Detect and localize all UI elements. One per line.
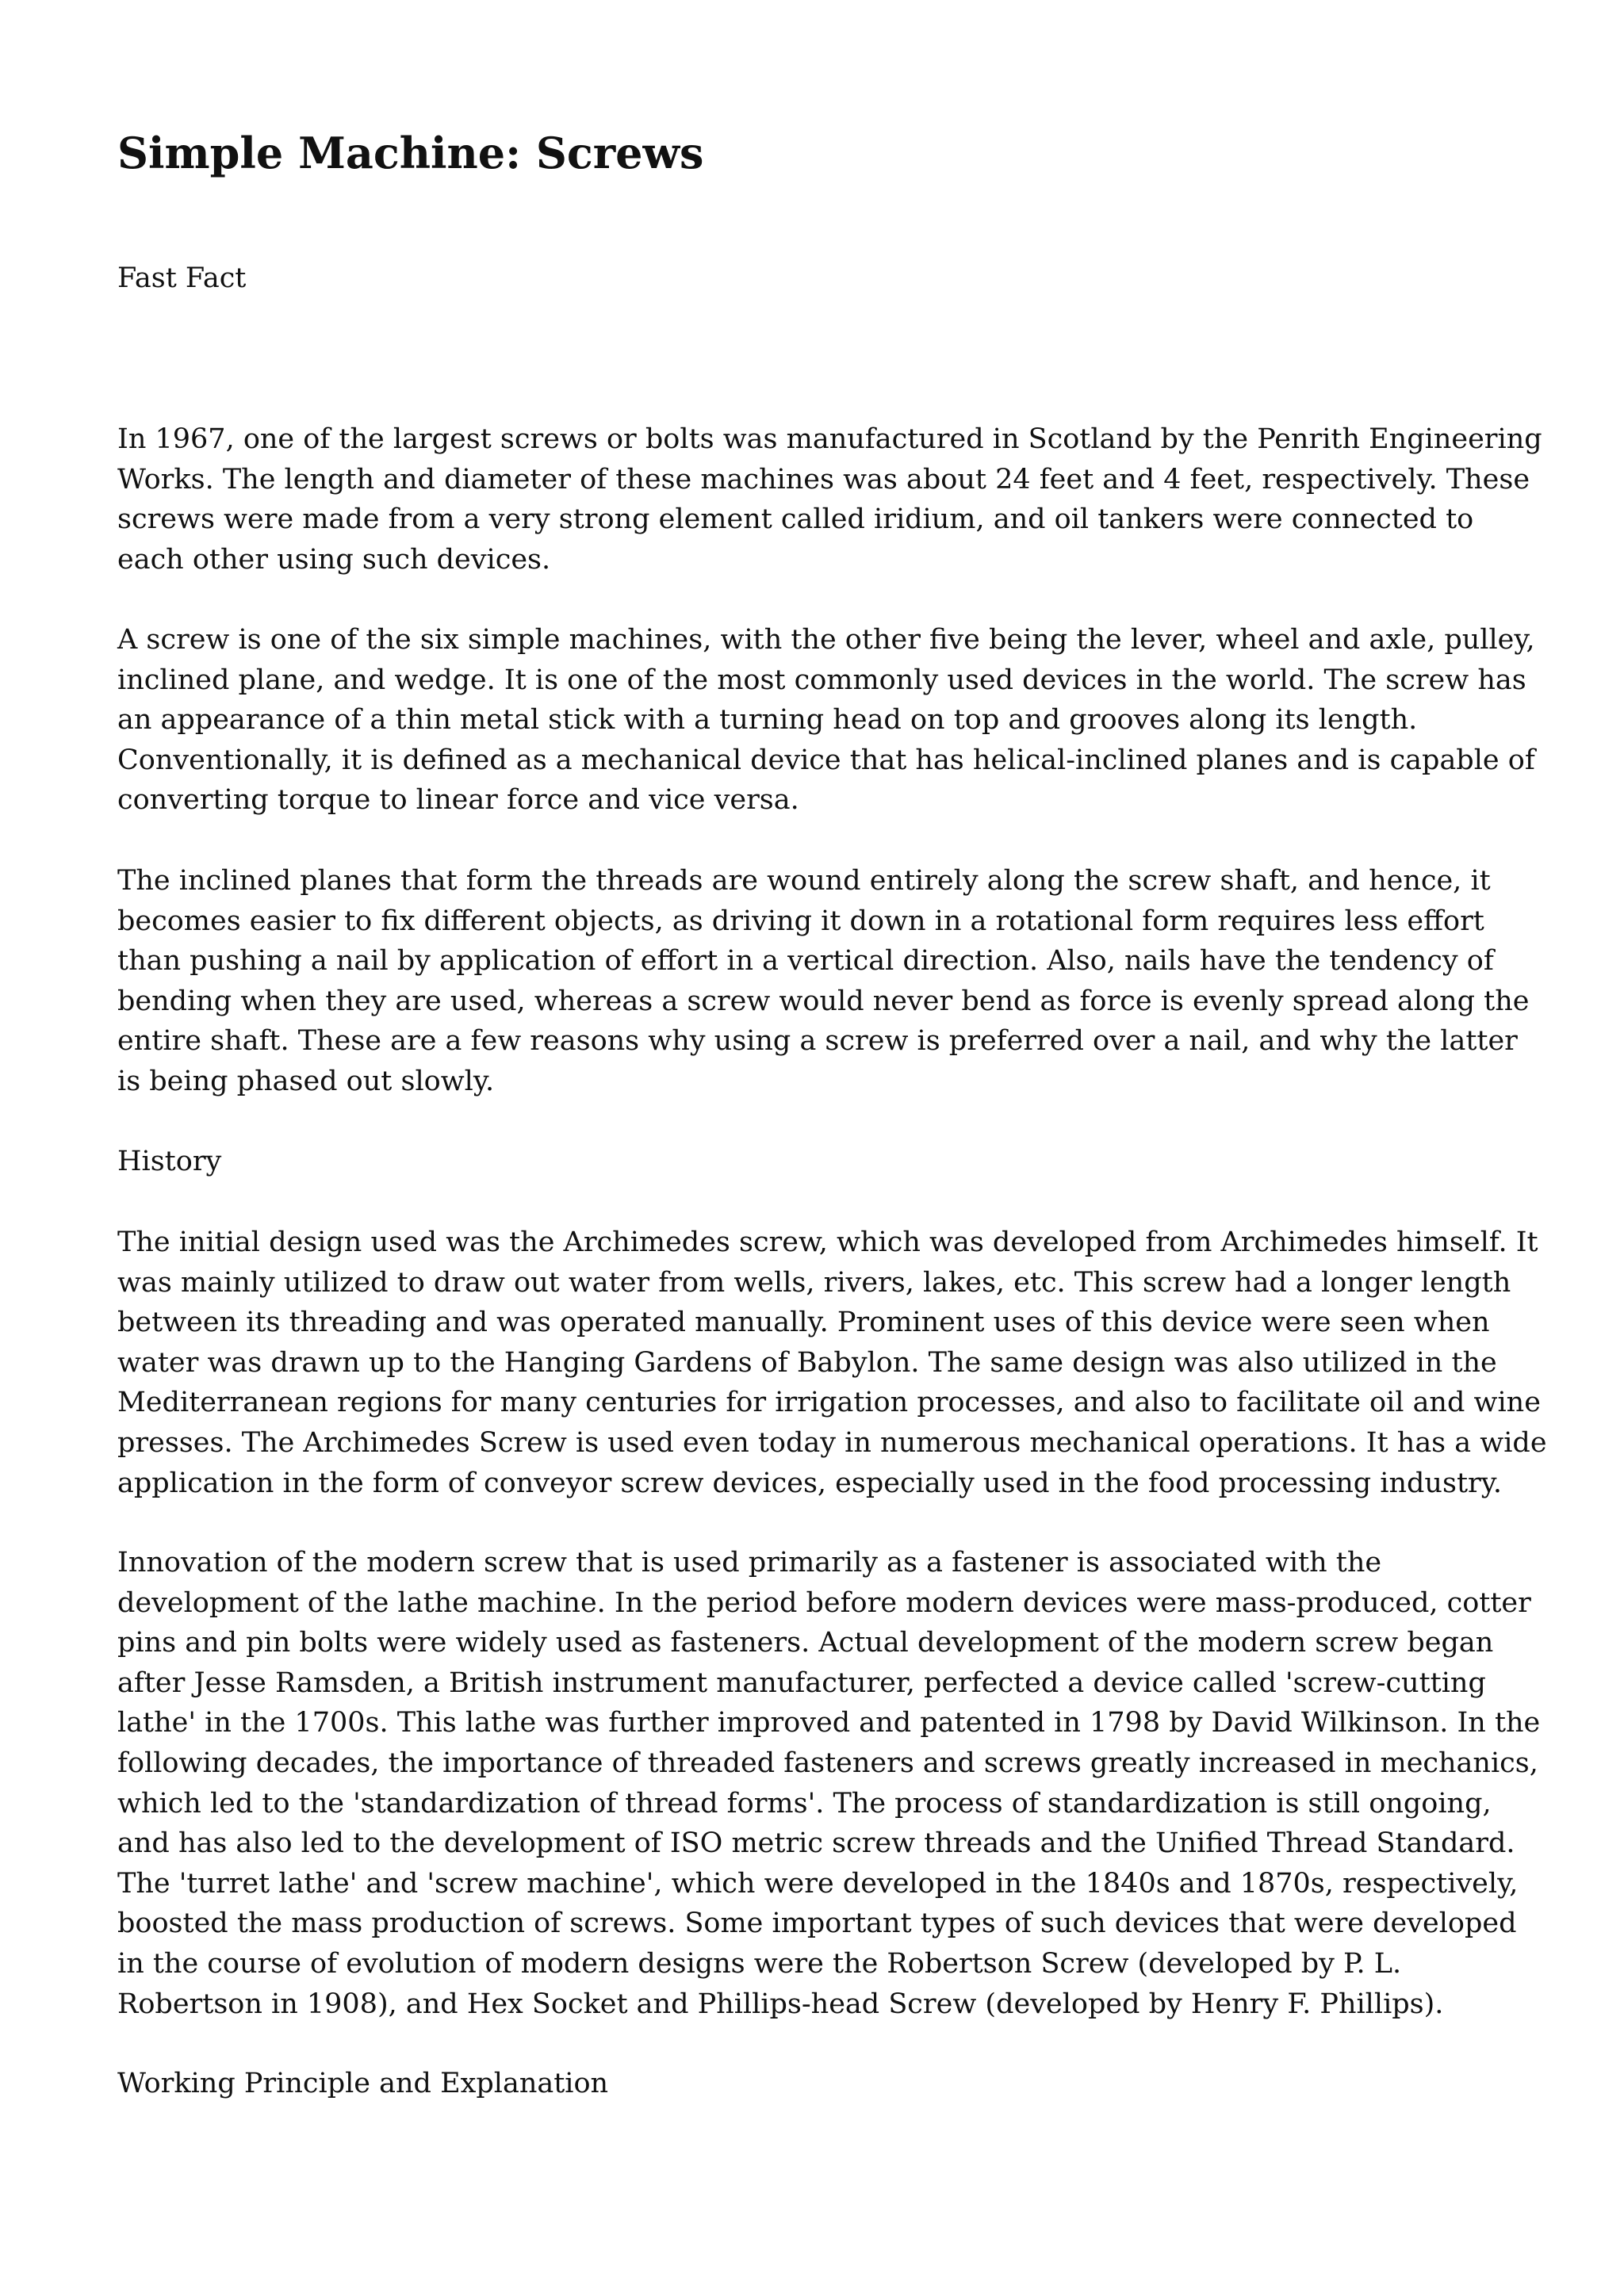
- paragraph-line: entire shaft. These are a few reasons why using a screw is preferred over a nail, and why the latter: [117, 1025, 1518, 1058]
- paragraph-line: screws were made from a very strong element called iridium, and oil tankers were connected to: [117, 503, 1474, 536]
- paragraph-line: inclined plane, and wedge. It is one of the most commonly used devices in the world. The screw has: [117, 664, 1526, 696]
- paragraph-line: Innovation of the modern screw that is used primarily as a fastener is associated with the: [117, 1547, 1382, 1578]
- page-title: Simple Machine: Screws: [117, 128, 704, 178]
- paragraph-line: following decades, the importance of threaded fasteners and screws greatly increased in mechanics,: [117, 1747, 1538, 1779]
- paragraph-line: than pushing a nail by application of effort in a vertical direction. Also, nails have the tendency of: [117, 945, 1494, 978]
- paragraph-line: which led to the 'standardization of thread forms'. The process of standardization is still ongoing,: [117, 1787, 1492, 1820]
- paragraph-line: The inclined planes that form the threads are wound entirely along the screw shaft, and hence, it: [117, 865, 1491, 897]
- paragraph-4: [117, 1223, 1547, 1503]
- paragraph-line: and has also led to the development of ISO metric screw threads and the Unified Thread Standard.: [117, 1827, 1515, 1860]
- paragraph-line: The initial design used was the Archimedes screw, which was developed from Archimedes himself. It: [117, 1226, 1538, 1258]
- paragraph-line: lathe' in the 1700s. This lathe was further improved and patented in 1798 by David Wilkinson. In the: [117, 1707, 1541, 1739]
- history-label: History: [117, 1146, 222, 1177]
- paragraph-line: is being phased out slowly.: [117, 1065, 495, 1097]
- working-principle-label: Working Principle and Explanation: [117, 2068, 609, 2099]
- paragraph-line: application in the form of conveyor screw devices, especially used in the food processing industry.: [117, 1467, 1502, 1499]
- paragraph-line: Robertson in 1908), and Hex Socket and Phillips-head Screw (developed by Henry F. Phillips).: [117, 1988, 1444, 2020]
- paragraph-line: presses. The Archimedes Screw is used even today in numerous mechanical operations. It has a wide: [117, 1426, 1547, 1459]
- paragraph-1: [117, 419, 1542, 580]
- paragraph-line: each other using such devices.: [117, 543, 551, 576]
- paragraph-line: between its threading and was operated manually. Prominent uses of this device were seen when: [117, 1307, 1490, 1339]
- paragraph-line: The 'turret lathe' and 'screw machine', which were developed in the 1840s and 1870s, respectively,: [117, 1867, 1519, 1900]
- paragraph-line: boosted the mass production of screws. Some important types of such devices that were developed: [117, 1908, 1517, 1940]
- paragraph-line: becomes easier to fix different objects, as driving it down in a rotational form requires less effort: [117, 905, 1484, 937]
- paragraph-line: pins and pin bolts were widely used as fasteners. Actual development of the modern screw began: [117, 1627, 1494, 1659]
- paragraph-line: Mediterranean regions for many centuries for irrigation processes, and also to facilitate oil and wine: [117, 1387, 1541, 1419]
- paragraph-5: [117, 1543, 1541, 2024]
- fast-fact-label: Fast Fact: [117, 262, 247, 294]
- paragraph-line: after Jesse Ramsden, a British instrument manufacturer, perfected a device called 'screw-cutting: [117, 1667, 1486, 1699]
- paragraph-line: Conventionally, it is defined as a mechanical device that has helical-inclined planes and is capable of: [117, 744, 1535, 776]
- paragraph-line: in the course of evolution of modern designs were the Robertson Screw (developed by P. L.: [117, 1947, 1402, 1980]
- paragraph-line: Works. The length and diameter of these machines was about 24 feet and 4 feet, respectively. These: [117, 463, 1530, 496]
- paragraph-3: [117, 861, 1530, 1102]
- paragraph-line: bending when they are used, whereas a screw would never bend as force is evenly spread along the: [117, 985, 1530, 1017]
- paragraph-2: [117, 620, 1535, 821]
- paragraph-line: In 1967, one of the largest screws or bolts was manufactured in Scotland by the Penrith Engineering: [117, 423, 1542, 455]
- paragraph-line: was mainly utilized to draw out water from wells, rivers, lakes, etc. This screw had a longer length: [117, 1266, 1511, 1299]
- paragraph-line: converting torque to linear force and vice versa.: [117, 784, 799, 817]
- paragraph-line: A screw is one of the six simple machines, with the other five being the lever, wheel and axle, pulley,: [117, 624, 1535, 656]
- paragraph-line: an appearance of a thin metal stick with a turning head on top and grooves along its length.: [117, 704, 1418, 737]
- paragraph-line: development of the lathe machine. In the period before modern devices were mass-produced, cotter: [117, 1586, 1531, 1619]
- paragraph-line: water was drawn up to the Hanging Gardens of Babylon. The same design was also utilized in the: [117, 1346, 1497, 1379]
